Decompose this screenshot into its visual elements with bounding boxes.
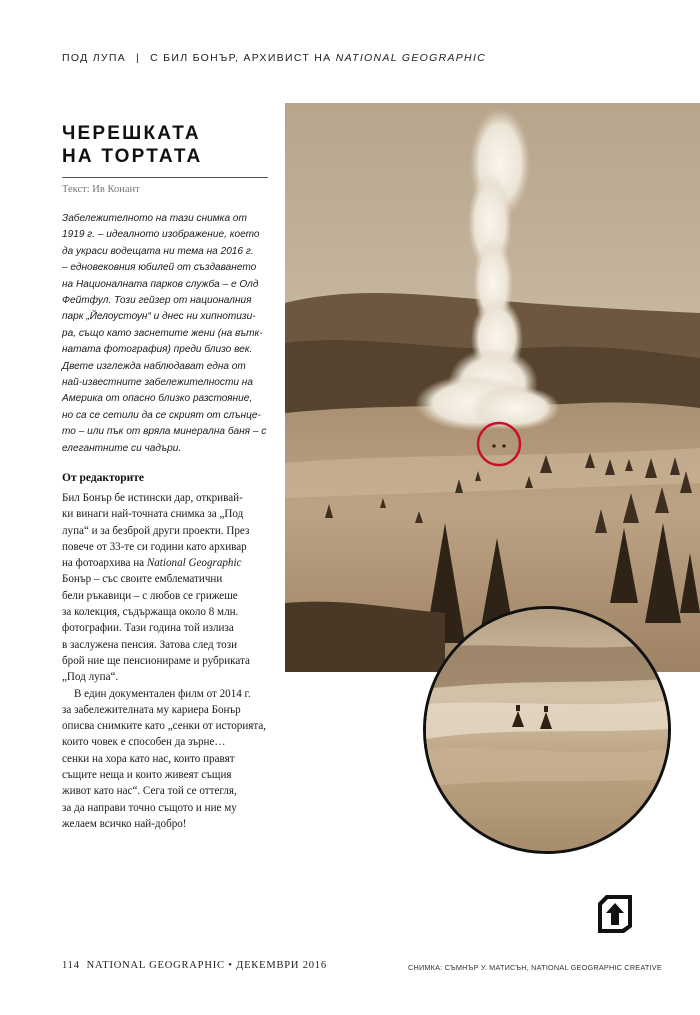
magnified-inset — [423, 606, 671, 854]
editors-text — [62, 490, 274, 832]
title-line-1: ЧЕРЕШКАТА — [62, 123, 201, 144]
editors-line: ки винаги най-точната снимка за „Под — [62, 508, 244, 521]
editors-line: повече от 33-те си години като архивар — [62, 540, 247, 553]
editors-line: сенки на хора като нас, които правят — [62, 752, 235, 765]
intro-line: 1919 г. – идеалното изображение, което — [62, 229, 260, 241]
header-separator: | — [136, 52, 141, 64]
editors-line: за да направи точно същото и ние му — [62, 801, 237, 814]
editors-line-part: на фотоархива на — [62, 557, 147, 570]
editors-line: за колекция, съдържаща около 8 млн. — [62, 606, 239, 619]
geyser-photo — [285, 103, 700, 672]
photo-credit: СНИМКА: СЪМНЪР У. МАТИСЪН, NATIONAL GEOGRAPHIC CREATIVE — [408, 963, 662, 972]
section-name: ПОД ЛУПА — [62, 52, 127, 64]
intro-line: натата фотография) преди близо век. — [62, 344, 253, 356]
editors-line: живот като нас“. Сега той се оттегля, — [62, 785, 237, 798]
editors-heading: От редакторите — [62, 472, 145, 484]
intro-line: парк „Йелоустоун“ и днес ни хипнотизи- — [62, 311, 256, 323]
title-divider — [62, 177, 268, 178]
editors-line: които човек е способен да зърне… — [62, 736, 226, 749]
running-header — [62, 52, 662, 64]
editors-line: В един документален филм от 2014 г. — [74, 687, 251, 700]
editors-line: в заслужена пенсия. Затова след този — [62, 638, 238, 651]
intro-line: Америка от опасно близко разстояние, — [62, 393, 253, 405]
editors-line: лупа“ и за безброй други проекти. През — [62, 524, 250, 537]
intro-line: то – или пък от вряла минерална баня – с — [62, 426, 267, 438]
intro-line: ра, също като заснетите жени (на вътк- — [62, 327, 263, 339]
page-footer — [62, 960, 327, 971]
arrow-up-box-icon — [594, 893, 636, 935]
publication-name: NATIONAL GEOGRAPHIC • ДЕКЕМВРИ 2016 — [86, 960, 327, 971]
intro-line: най-известните забележителности на — [62, 377, 253, 389]
editors-line: описва снимките като „сенки от историята, — [62, 720, 267, 733]
intro-line: елегантните си чадъри. — [62, 442, 182, 454]
inset-drawing — [426, 609, 668, 851]
intro-line: – едновековния юбилей от създаването — [62, 262, 257, 274]
editors-line: желаем всичко най-добро! — [62, 817, 187, 830]
editors-line: фотографии. Тази година той излиза — [62, 622, 234, 635]
editors-line: брой ние ще пенсионираме и рубриката — [62, 654, 250, 667]
page-number: 114 — [62, 960, 80, 971]
logo-drawing — [594, 893, 636, 935]
editors-line: бели ръкавици – с любов се грижеше — [62, 589, 238, 602]
intro-line: Фейтфул. Този гейзер от националния — [62, 295, 252, 307]
header-brand: NATIONAL GEOGRAPHIC — [335, 52, 487, 64]
intro-line: но са се сетили да се скрият от слънце- — [62, 409, 261, 421]
intro-line: да украси водещата ни тема на 2016 г. — [62, 245, 254, 257]
intro-line: Забележителното на тази снимка от — [62, 213, 247, 224]
editors-line: Бил Бонър бе истински дар, откривай- — [62, 492, 243, 504]
editors-line: Бонър – със своите емблематични — [62, 573, 223, 586]
byline: Текст: Ив Конант — [62, 184, 140, 195]
intro-line: на Националната парков служба – е Олд — [62, 278, 259, 290]
article-title — [62, 122, 282, 168]
editors-line — [62, 555, 274, 571]
geyser-photo-drawing — [285, 103, 700, 672]
brand-name-italic: National Geographic — [146, 557, 242, 570]
editors-line: „Под лупа“. — [62, 671, 119, 684]
editors-line: за забележителната му кариера Бонър — [62, 703, 241, 716]
title-line-2: НА ТОРТАТА — [62, 146, 203, 167]
header-subtitle: С БИЛ БОНЪР, АРХИВИСТ НА — [150, 52, 332, 64]
intro-line: Двете изглежда наблюдават една от — [62, 360, 246, 372]
intro-text — [62, 211, 272, 457]
editors-line: същите неща и които живеят същия — [62, 769, 232, 782]
